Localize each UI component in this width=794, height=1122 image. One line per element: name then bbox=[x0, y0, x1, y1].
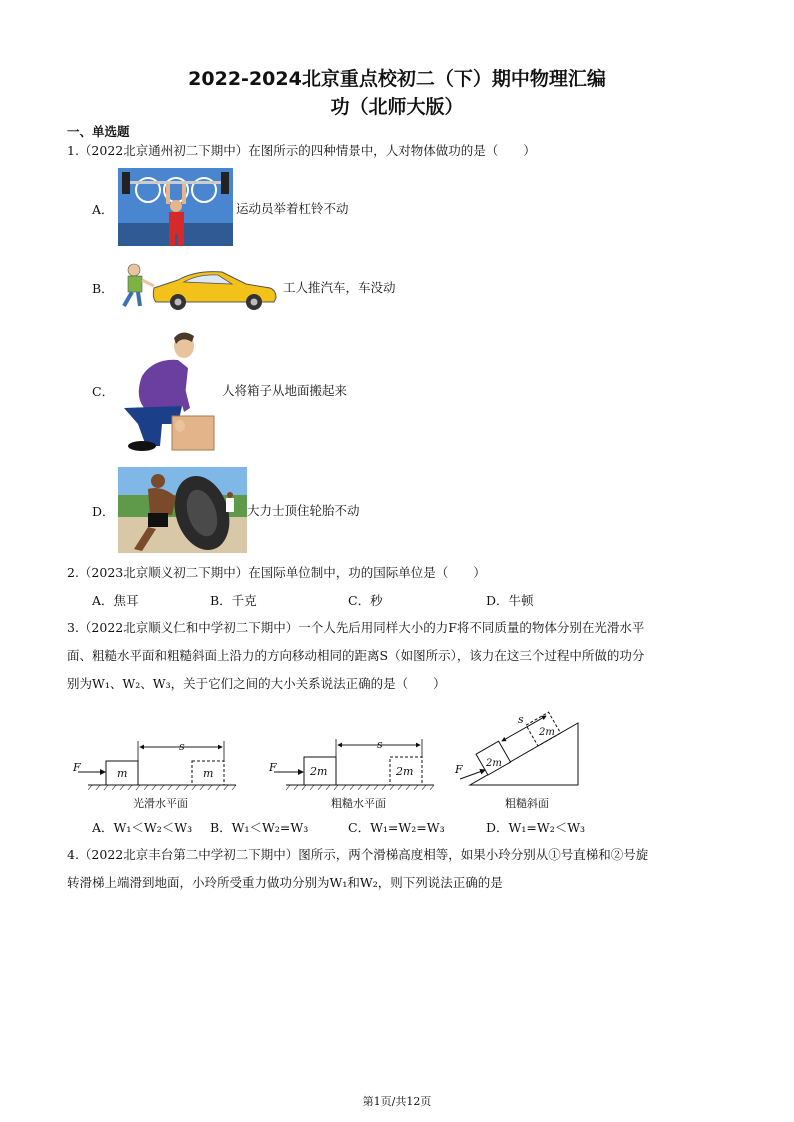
q3-force-label-1: F bbox=[73, 761, 81, 774]
question-4-line2: 转滑梯上端滑到地面，小玲所受重力做功分别为W₁和W₂，则下列说法正确的是 bbox=[67, 875, 503, 890]
q3-option-d: D．W₁=W₂＜W₃ bbox=[486, 820, 586, 835]
question-2-stem: 2.（2023北京顺义初二下期中）在国际单位制中，功的国际单位是（ ） bbox=[67, 565, 486, 580]
q2-option-c: C．秒 bbox=[348, 593, 383, 608]
q1-option-b-letter: B． bbox=[92, 281, 114, 296]
q2-option-a: A．焦耳 bbox=[92, 593, 139, 608]
q3-mass-label-3-end: 2m bbox=[539, 727, 555, 738]
q3-option-b: B．W₁＜W₂=W₃ bbox=[210, 820, 309, 835]
q3-mass-label-2-end: 2m bbox=[396, 765, 414, 778]
section-heading: 一、单选题 bbox=[67, 124, 130, 139]
q3-distance-label-3: s bbox=[518, 713, 524, 726]
q1-option-d-text: 大力士顶住轮胎不动 bbox=[247, 503, 360, 518]
question-3-line1: 3.（2022北京顺义仁和中学初二下期中）一个人先后用同样大小的力F将不同质量的物体分别在光滑水平 bbox=[67, 620, 645, 635]
q3-option-a: A．W₁＜W₂＜W₃ bbox=[92, 820, 193, 835]
question-3-line2: 面、粗糙水平面和粗糙斜面上沿力的方向移动相同的距离S（如图所示），该力在这三个过程中所做的功分 bbox=[67, 648, 645, 663]
question-1-stem: 1.（2022北京通州初二下期中）在图所示的四种情景中，人对物体做功的是（ ） bbox=[67, 143, 536, 158]
q3-mass-label-1: m bbox=[117, 767, 128, 780]
q1-option-c-text: 人将箱子从地面搬起来 bbox=[222, 383, 348, 398]
q3-force-label-2: F bbox=[269, 761, 277, 774]
page-number: 第1页/共12页 bbox=[362, 1095, 432, 1108]
q3-distance-label-1: s bbox=[179, 740, 185, 753]
q3-mass-label-1-end: m bbox=[203, 767, 214, 780]
q1-option-c-letter: C． bbox=[92, 384, 115, 399]
page-title-line2: 功（北师大版） bbox=[330, 96, 464, 118]
q1-option-d-letter: D． bbox=[92, 504, 115, 519]
q3-force-label-3: F bbox=[455, 763, 463, 776]
q2-option-b: B．千克 bbox=[210, 593, 257, 608]
q1-option-a-text: 运动员举着杠铃不动 bbox=[236, 201, 349, 216]
question-4-line1: 4.（2022北京丰台第二中学初二下期中）图所示，两个滑梯高度相等，如果小玲分别从①号直梯和②号旋 bbox=[67, 847, 649, 862]
page-title-line1: 2022-2024北京重点校初二（下）期中物理汇编 bbox=[188, 68, 606, 90]
tire-image bbox=[118, 467, 247, 553]
q3-option-c: C．W₁=W₂=W₃ bbox=[348, 820, 445, 835]
q3-mass-label-3: 2m bbox=[486, 758, 502, 769]
car-push-image bbox=[118, 262, 280, 312]
q3-mass-label-2: 2m bbox=[310, 765, 328, 778]
q3-caption-2: 粗糙水平面 bbox=[331, 797, 386, 810]
question-3-line3: 别为W₁、W₂、W₃，关于它们之间的大小关系说法正确的是（ ） bbox=[67, 676, 446, 691]
q3-caption-1: 光滑水平面 bbox=[133, 797, 188, 810]
q1-option-a-letter: A． bbox=[92, 202, 114, 217]
q3-distance-label-2: s bbox=[377, 738, 383, 751]
lift-box-image bbox=[118, 328, 218, 453]
q1-option-b-text: 工人推汽车，车没动 bbox=[283, 280, 396, 295]
weightlifter-image bbox=[118, 168, 233, 246]
q2-option-d: D．牛顿 bbox=[486, 593, 534, 608]
q3-caption-3: 粗糙斜面 bbox=[505, 797, 549, 810]
